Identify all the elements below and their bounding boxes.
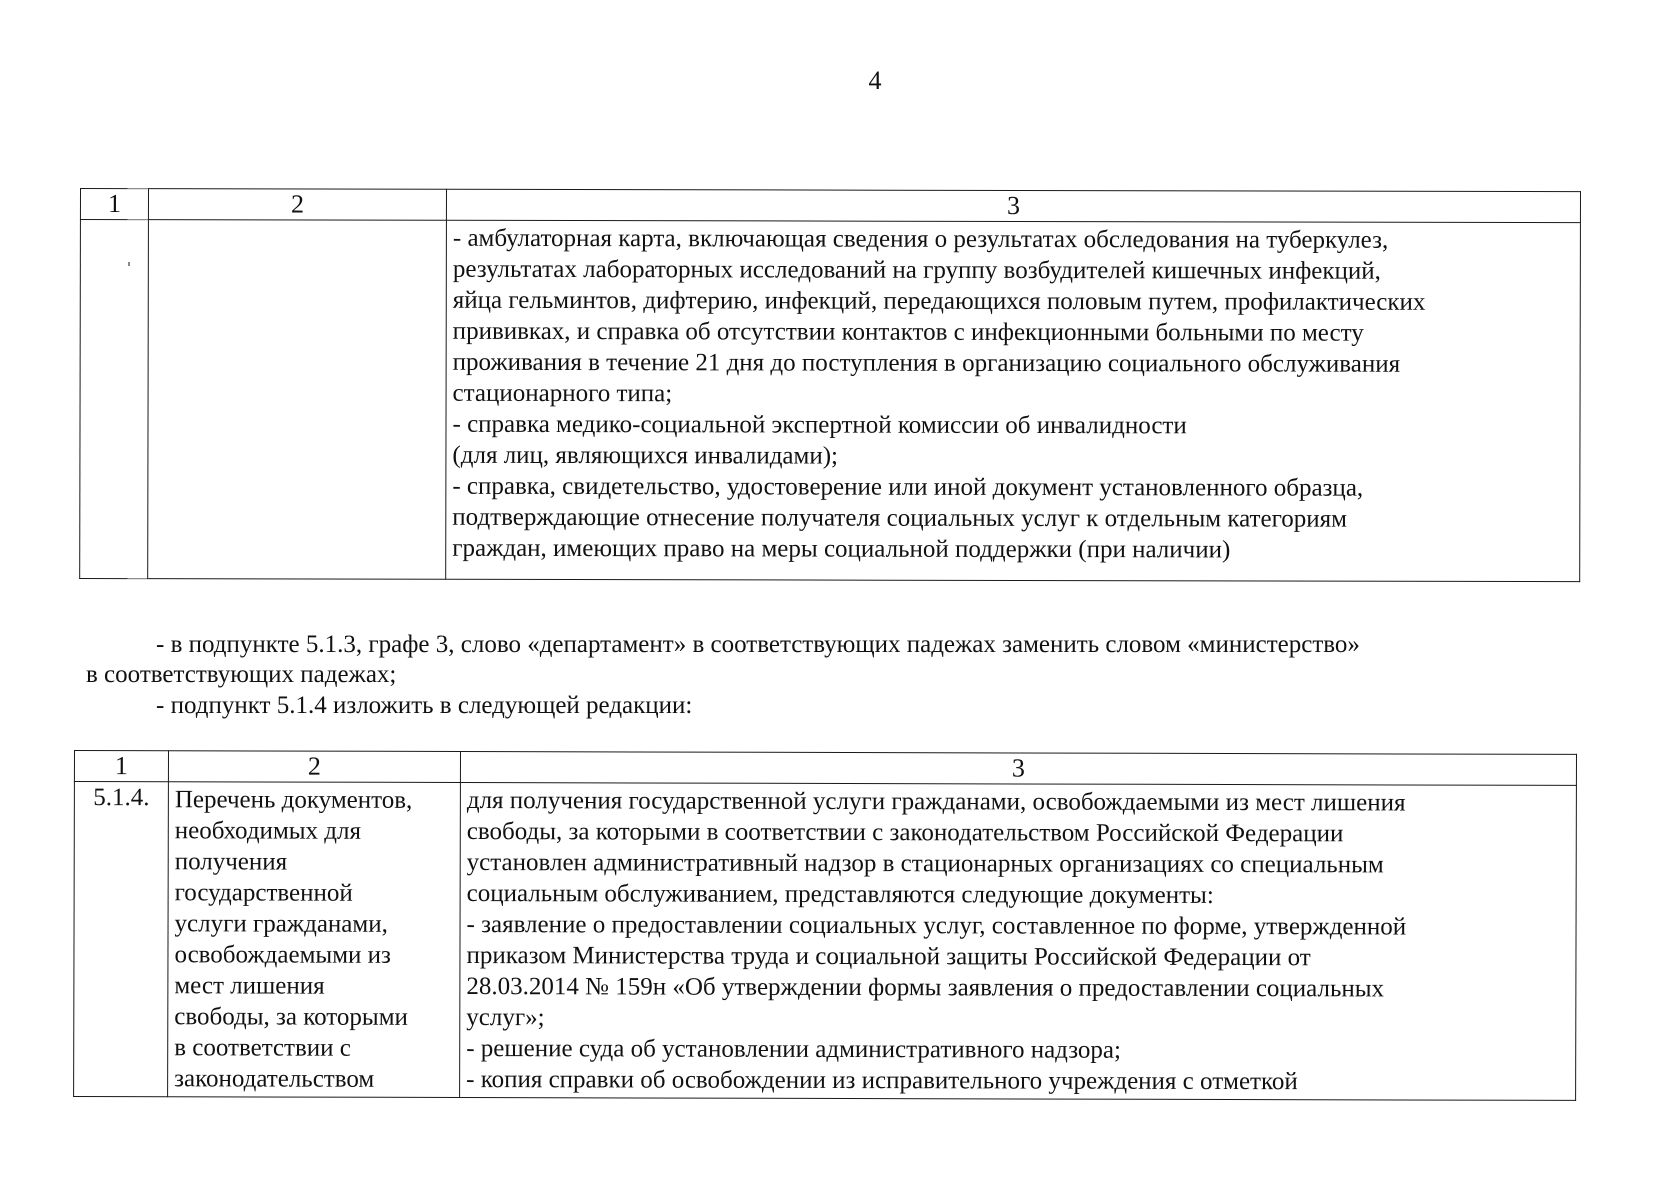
- text-line: (для лиц, являющихся инвалидами);: [452, 441, 839, 470]
- text-line: законодательством: [174, 1065, 375, 1093]
- text-line: мест лишения: [174, 972, 325, 1000]
- text-line: прививках, и справка об отсутствии контактов с инфекционными больными по месту: [452, 317, 1364, 347]
- text-line: услуг»;: [466, 1004, 545, 1032]
- amendment-paragraph-2: - подпункт 5.1.4 изложить в следующей редакции:: [156, 692, 693, 719]
- amendment-paragraph-1: - в подпункте 5.1.3, графе 3, слово «департамент» в соответствующих падежах заменить словом «министерство»: [156, 631, 1360, 658]
- row-number-cell: [80, 220, 149, 579]
- new-edition-table: [73, 750, 1577, 1101]
- text-line: услуги гражданами,: [174, 910, 388, 938]
- text-line: в соответствии с: [174, 1034, 351, 1062]
- text-line: установлен административный надзор в стационарных организациях со специальным: [466, 849, 1384, 879]
- text-line: необходимых для: [174, 817, 362, 845]
- text-line: яйца гельминтов, дифтерию, инфекций, передающихся половым путем, профилактических: [452, 286, 1426, 316]
- table-row: [74, 782, 1577, 1101]
- text-line: приказом Министерства труда и социальной защиты Российской Федерации от: [466, 942, 1311, 972]
- amendment-paragraph-1-continuation: в соответствующих падежах;: [86, 661, 397, 688]
- text-line: свободы, за которыми в соответствии с законодательством Российской Федерации: [466, 818, 1344, 848]
- text-line: - амбулаторная карта, включающая сведения о результатах обследования на туберкулез,: [452, 224, 1389, 254]
- text-line: освобождаемыми из: [174, 941, 391, 969]
- text-line: получения: [174, 848, 288, 876]
- item-number-cell: 5.1.4.: [74, 782, 169, 1097]
- text-line: граждан, имеющих право на меры социальной поддержки (при наличии): [452, 534, 1231, 564]
- text-line: подтверждающие отнесение получателя социальных услуг к отдельным категориям: [452, 503, 1347, 533]
- column-number-3: 3: [460, 752, 1576, 786]
- column-number-2: 2: [148, 189, 446, 221]
- text-line: 28.03.2014 № 159н «Об утверждении формы заявления о предоставлении социальных: [466, 973, 1385, 1003]
- column-number-2: 2: [168, 751, 460, 783]
- text-line: - справка медико-социальной экспертной комиссии об инвалидности: [452, 410, 1187, 440]
- table-row: [80, 220, 1581, 582]
- text-line: Перечень документов,: [174, 786, 413, 814]
- text-line: социальным обслуживанием, представляются следующие документы:: [466, 880, 1214, 909]
- item-title-cell: [168, 782, 461, 1098]
- text-line: проживания в течение 21 дня до поступления в организацию социального обслуживания: [452, 348, 1401, 378]
- row-title-cell: [148, 220, 447, 580]
- text-line: для получения государственной услуги гражданами, освобождаемыми из мест лишения: [466, 787, 1406, 817]
- text-line: - решение суда об установлении административного надзора;: [466, 1035, 1122, 1064]
- text-line: - заявление о предоставлении социальных услуг, составленное по форме, утвержденной: [466, 911, 1407, 941]
- page-number: 4: [868, 66, 882, 95]
- text-line: свободы, за которыми: [174, 1003, 408, 1031]
- scan-mark: [128, 262, 130, 266]
- continuation-table: [79, 188, 1581, 582]
- text-line: - копия справки об освобождении из исправительного учреждения с отметкой: [466, 1066, 1298, 1096]
- item-documents-cell: [460, 783, 1577, 1101]
- column-number-1: 1: [80, 189, 148, 220]
- table-header-row: [74, 751, 1576, 786]
- table-header-row: [80, 189, 1580, 223]
- text-line: результатах лабораторных исследований на группу возбудителей кишечных инфекций,: [452, 255, 1381, 285]
- text-line: стационарного типа;: [452, 379, 673, 408]
- text-line: государственной: [174, 879, 353, 907]
- column-number-3: 3: [446, 189, 1580, 222]
- documents-list-cell: [446, 220, 1581, 581]
- text-line: - справка, свидетельство, удостоверение или иной документ установленного образца,: [452, 472, 1364, 502]
- column-number-1: 1: [74, 751, 168, 782]
